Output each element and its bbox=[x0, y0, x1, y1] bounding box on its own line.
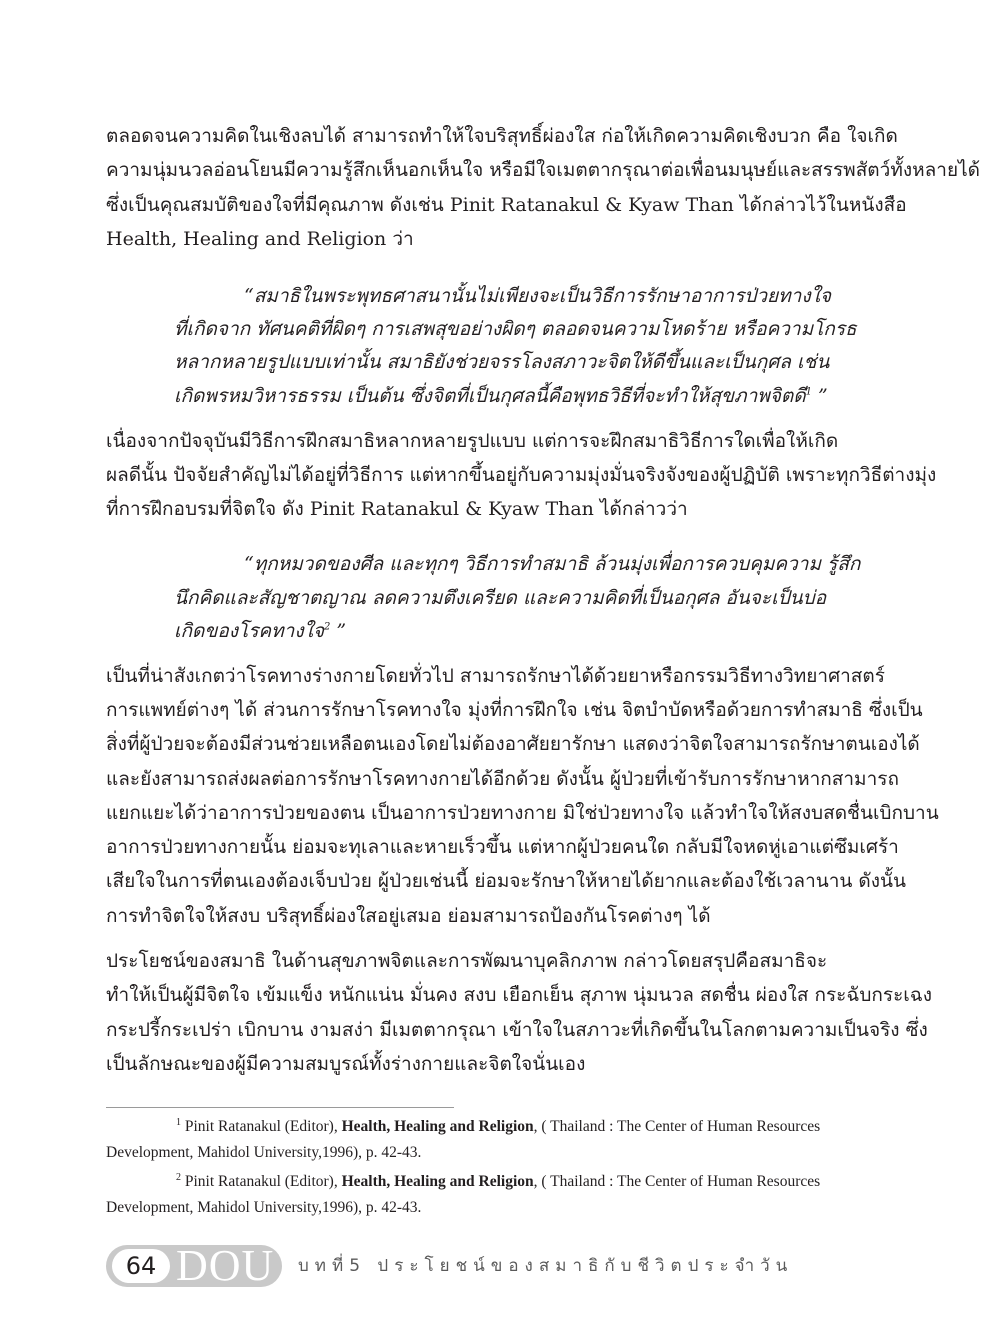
quote-1-line-2: ที่เกิดจาก ทัศนคติที่ผิดๆ การเสพสุขอย่างผิดๆ ตลอดจนความโหดร้าย หรือความโกรธ bbox=[174, 318, 857, 340]
paragraph-3-line-7: เสียใจในการที่ตนเองต้องเจ็บป่วย ผู้ป่วยเช่นนี้ ย่อมจะรักษาให้หายได้ยากและต้องใช้เวลานาน ดังนั้น bbox=[106, 870, 907, 892]
footnote-2-line-1 bbox=[176, 1172, 820, 1192]
quote-2-line-1: “ทุกหมวดของศีล และทุกๆ วิธีการทำสมาธิ ล้วนมุ่งเพื่อการควบคุมความ รู้สึก bbox=[244, 553, 861, 575]
quote-2-line-3-text: เกิดของโรคทางใจ bbox=[174, 620, 325, 642]
footnote-ref-2: 2 bbox=[324, 621, 331, 633]
paragraph-3-line-5: แยกแยะได้ว่าอาการป่วยของตน เป็นอาการป่วยทางกาย มิใช่ป่วยทางใจ แล้วทำใจให้สงบสดชื่นเบิกบาน bbox=[106, 802, 939, 824]
quote-1-line-4 bbox=[174, 384, 828, 408]
paragraph-2-line-3: ที่การฝึกอบรมที่จิตใจ ดัง Pinit Ratanakul & Kyaw Than ได้กล่าวว่า bbox=[106, 498, 688, 520]
paragraph-3-line-1: เป็นที่น่าสังเกตว่าโรคทางร่างกายโดยทั่วไป สามารถรักษาได้ด้วยยาหรือกรรมวิธีทางวิทยาศาสตร์ bbox=[106, 665, 885, 687]
footnote-2-number: 2 bbox=[176, 1171, 181, 1183]
footnote-1-number: 1 bbox=[176, 1116, 181, 1128]
paragraph-1-line-1: ตลอดจนความคิดในเชิงลบได้ สามารถทำให้ใจบริสุทธิ์ผ่องใส ก่อให้เกิดความคิดเชิงบวก คือ ใจเกิด bbox=[106, 125, 898, 147]
footnote-1-prefix: Pinit Ratanakul (Editor), bbox=[184, 1118, 342, 1135]
paragraph-1-line-2: ความนุ่มนวลอ่อนโยนมีความรู้สึกเห็นอกเห็นใจ หรือมีใจเมตตากรุณาต่อเพื่อนมนุษย์และสรรพสัตว์ทั้งหลายได้ bbox=[106, 159, 980, 181]
footnote-1-line-2: Development, Mahidol University,1996), p. 42-43. bbox=[106, 1144, 422, 1161]
quote-1-line-3: หลากหลายรูปแบบเท่านั้น สมาธิยังช่วยจรรโลงสภาวะจิตให้ดีขึ้นและเป็นกุศล เช่น bbox=[174, 351, 830, 373]
paragraph-4-line-3: กระปรี้กระเปร่า เบิกบาน งามสง่า มีเมตตากรุณา เข้าใจในสภาวะที่เกิดขึ้นในโลกตามความเป็นจริง ซึ่ง bbox=[106, 1019, 928, 1041]
paragraph-1-line-4: Health, Healing and Religion ว่า bbox=[106, 228, 414, 250]
footnote-2-title: Health, Healing and Religion bbox=[341, 1173, 534, 1190]
footnote-2-line-2: Development, Mahidol University,1996), p. 42-43. bbox=[106, 1199, 422, 1216]
paragraph-4-line-4: เป็นลักษณะของผู้มีความสมบูรณ์ทั้งร่างกายและจิตใจนั่นเอง bbox=[106, 1053, 586, 1075]
quote-1-line-4-text: เกิดพรหมวิหารธรรม เป็นต้น ซึ่งจิตที่เป็นกุศลนี้คือพุทธวิธีที่จะทำให้สุขภาพจิตดี bbox=[174, 385, 806, 407]
paragraph-3-line-2: การแพทย์ต่างๆ ได้ ส่วนการรักษาโรคทางใจ มุ่งที่การฝึกใจ เช่น จิตบำบัดหรือด้วยการทำสมาธิ ซึ่งเป็น bbox=[106, 699, 923, 721]
quote-2-line-3 bbox=[174, 619, 346, 643]
paragraph-2-line-1: เนื่องจากปัจจุบันมีวิธีการฝึกสมาธิหลากหลายรูปแบบ แต่การจะฝึกสมาธิวิธีการใดเพื่อให้เกิด bbox=[106, 430, 839, 452]
quote-1-close-mark: ” bbox=[811, 385, 828, 407]
footnote-1-line-1 bbox=[176, 1117, 820, 1137]
paragraph-1-line-3: ซึ่งเป็นคุณสมบัติของใจที่มีคุณภาพ ดังเช่น Pinit Ratanakul & Kyaw Than ได้กล่าวไว้ในหนังสือ bbox=[106, 194, 907, 216]
footnote-ref-1: 1 bbox=[805, 386, 812, 398]
footnote-divider bbox=[106, 1107, 454, 1108]
footnote-2-suffix: , ( Thailand : The Center of Human Resources bbox=[533, 1173, 821, 1190]
paragraph-3-line-6: อาการป่วยทางกายนั้น ย่อมจะทุเลาและหายเร็วขึ้น แต่หากผู้ป่วยคนใด กลับมีใจหดหู่เอาแต่ซึมเศร้า bbox=[106, 836, 899, 858]
paragraph-3-line-4: และยังสามารถส่งผลต่อการรักษาโรคทางกายได้อีกด้วย ดังนั้น ผู้ป่วยที่เข้ารับการรักษาหากสามารถ bbox=[106, 768, 899, 790]
footnote-2-prefix: Pinit Ratanakul (Editor), bbox=[184, 1173, 342, 1190]
paragraph-4-line-2: ทำให้เป็นผู้มีจิตใจ เข้มแข็ง หนักแน่น มั่นคง สงบ เยือกเย็น สุภาพ นุ่มนวล สดชื่น ผ่องใส กระฉับกระเฉง bbox=[106, 984, 933, 1006]
paragraph-3-line-8: การทำจิตใจให้สงบ บริสุทธิ์ผ่องใสอยู่เสมอ ย่อมสามารถป้องกันโรคต่างๆ ได้ bbox=[106, 905, 711, 927]
footnote-1-title: Health, Healing and Religion bbox=[341, 1118, 534, 1135]
paragraph-2-line-2: ผลดีนั้น ปัจจัยสำคัญไม่ได้อยู่ที่วิธีการ แต่หากขึ้นอยู่กับความมุ่งมั่นจริงจังของผู้ปฏิบัติ เพราะทุกวิธีต่างมุ่ง bbox=[106, 464, 937, 486]
dou-logo: DOU bbox=[176, 1241, 275, 1290]
chapter-title: บทที่5 ประโยชน์ของสมาธิกับชีวิตประจำวัน bbox=[298, 1256, 794, 1276]
page-number: 64 bbox=[112, 1249, 170, 1283]
quote-2-line-2: นึกคิดและสัญชาตญาณ ลดความตึงเครียด และความคิดที่เป็นอกุศล อันจะเป็นบ่อ bbox=[174, 587, 827, 609]
footnote-1-suffix: , ( Thailand : The Center of Human Resources bbox=[533, 1118, 821, 1135]
quote-1-line-1: “สมาธิในพระพุทธศาสนานั้นไม่เพียงจะเป็นวิธีการรักษาอาการป่วยทางใจ bbox=[244, 285, 832, 307]
paragraph-4-line-1: ประโยชน์ของสมาธิ ในด้านสุขภาพจิตและการพัฒนาบุคลิกภาพ กล่าวโดยสรุปคือสมาธิจะ bbox=[106, 950, 828, 972]
paragraph-3-line-3: สิ่งที่ผู้ป่วยจะต้องมีส่วนช่วยเหลือตนเองโดยไม่ต้องอาศัยยารักษา แสดงว่าจิตใจสามารถรักษาตนเองได้ bbox=[106, 733, 920, 755]
quote-2-close-mark: ” bbox=[330, 620, 347, 642]
